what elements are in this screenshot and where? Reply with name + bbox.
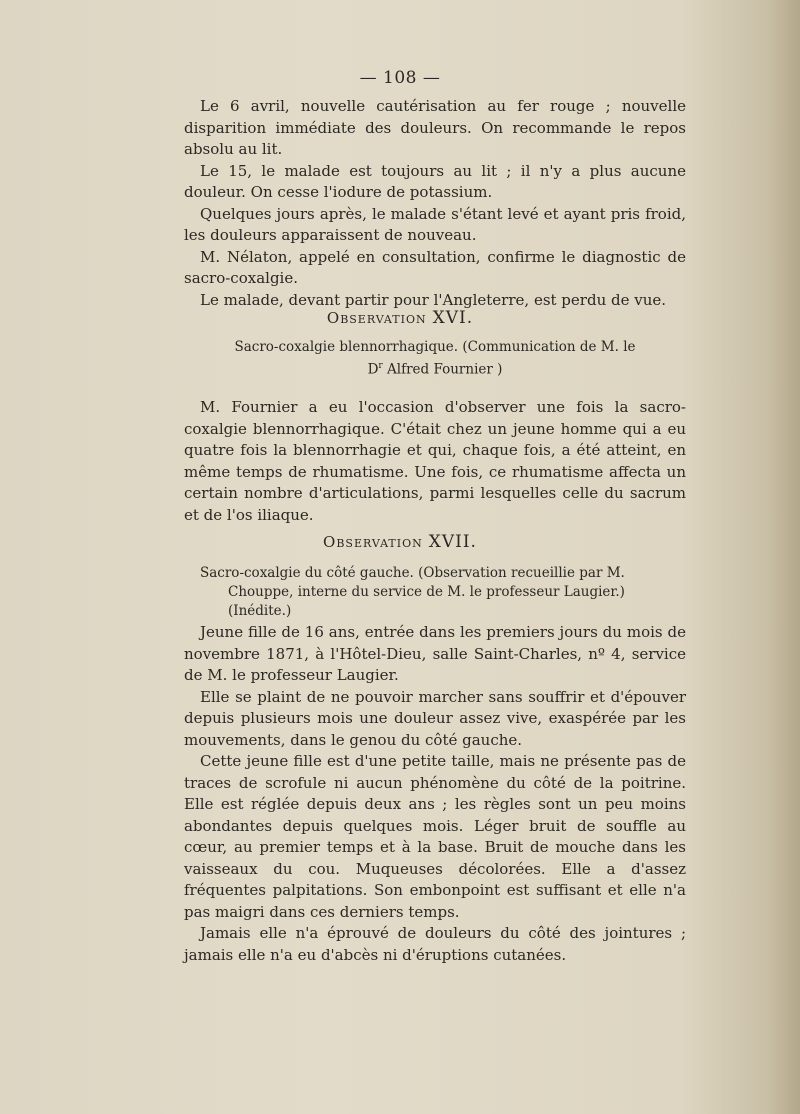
observation-17-heading bbox=[0, 532, 800, 552]
paragraph: Jeune fille de 16 ans, entrée dans les premiers jours du mois de novembre 1871, à l'Hôtel-Dieu, salle Saint-Charles, nº 4, service de M. le professeur Laugier. bbox=[184, 623, 686, 684]
heading-number: XVII. bbox=[428, 532, 477, 552]
subtitle-line: Sacro-coxalgie blennorrhagique. (Communication de M. le bbox=[234, 339, 636, 355]
heading-number: XVI. bbox=[432, 308, 474, 328]
observation-16-heading bbox=[0, 308, 800, 328]
paragraph: Quelques jours après, le malade s'étant levé et ayant pris froid, les douleurs apparaissent de nouveau. bbox=[184, 204, 686, 244]
observation-16-subtitle bbox=[184, 338, 686, 380]
paragraph: Elle se plaint de ne pouvoir marcher sans souffrir et d'épouver depuis plusieurs mois une douleur assez vive, exaspérée par les mouvements, dans le genou du côté gauche. bbox=[184, 687, 686, 749]
observation-16-body bbox=[184, 397, 686, 526]
page-number: — 108 — bbox=[359, 68, 441, 88]
subtitle-line: $D^r$ Alfred Fournier ) bbox=[367, 361, 503, 378]
paragraph: Le malade, devant partir pour l'Angleterre, est perdu de vue. bbox=[200, 290, 667, 309]
paragraph: Cette jeune fille est d'une petite taille, mais ne présente pas de traces de scrofule ni aucun phénomène du côté de la poitrine. Elle est réglée depuis deux ans ; les règles sont un peu moins abondantes depuis quelques mois. Léger bruit de souffle au cœur, au premier temps et à la base. Bruit de mouche dans les vaisseaux du cou. Muqueuses décolorées. Elle a d'assez fréquentes palpitations. Son embonpoint est suffisant et elle n'a pas maigri dans ces derniers temps. bbox=[184, 752, 686, 921]
heading-label: Observation bbox=[323, 533, 423, 551]
paragraph: Le 6 avril, nouvelle cautérisation au fer rouge ; nouvelle disparition immédiate des douleurs. On recommande le repos absolu au lit. bbox=[184, 97, 686, 158]
observation-17-subtitle: Sacro-coxalgie du côté gauche. (Observation recueillie par M. Chouppe, interne du service de M. le professeur Laugier.) (Inédite.) bbox=[200, 565, 625, 619]
paragraph: Le 15, le malade est toujours au lit ; il n'y a plus aucune douleur. On cesse l'iodure de potassium. bbox=[184, 161, 686, 201]
paragraph: M. Fournier a eu l'occasion d'observer une fois la sacro-coxalgie blennorrhagique. C'était chez un jeune homme qui a eu quatre fois la blennorrhagie et qui, chaque fois, a été atteint, en même temps de rhumatisme. Une fois, ce rhumatisme affecta un certain nombre d'articulations, parmi lesquelles celle du sacrum et de l'os iliaque. bbox=[184, 398, 686, 524]
paragraph: M. Nélaton, appelé en consultation, confirme le diagnostic de sacro-coxalgie. bbox=[184, 247, 686, 287]
heading-label: Observation bbox=[326, 309, 427, 327]
observation-17-body bbox=[184, 622, 686, 966]
section-top bbox=[184, 96, 686, 311]
paragraph: Jamais elle n'a éprouvé de douleurs du côté des jointures ; jamais elle n'a eu d'abcès ni d'éruptions cutanées. bbox=[184, 924, 686, 964]
